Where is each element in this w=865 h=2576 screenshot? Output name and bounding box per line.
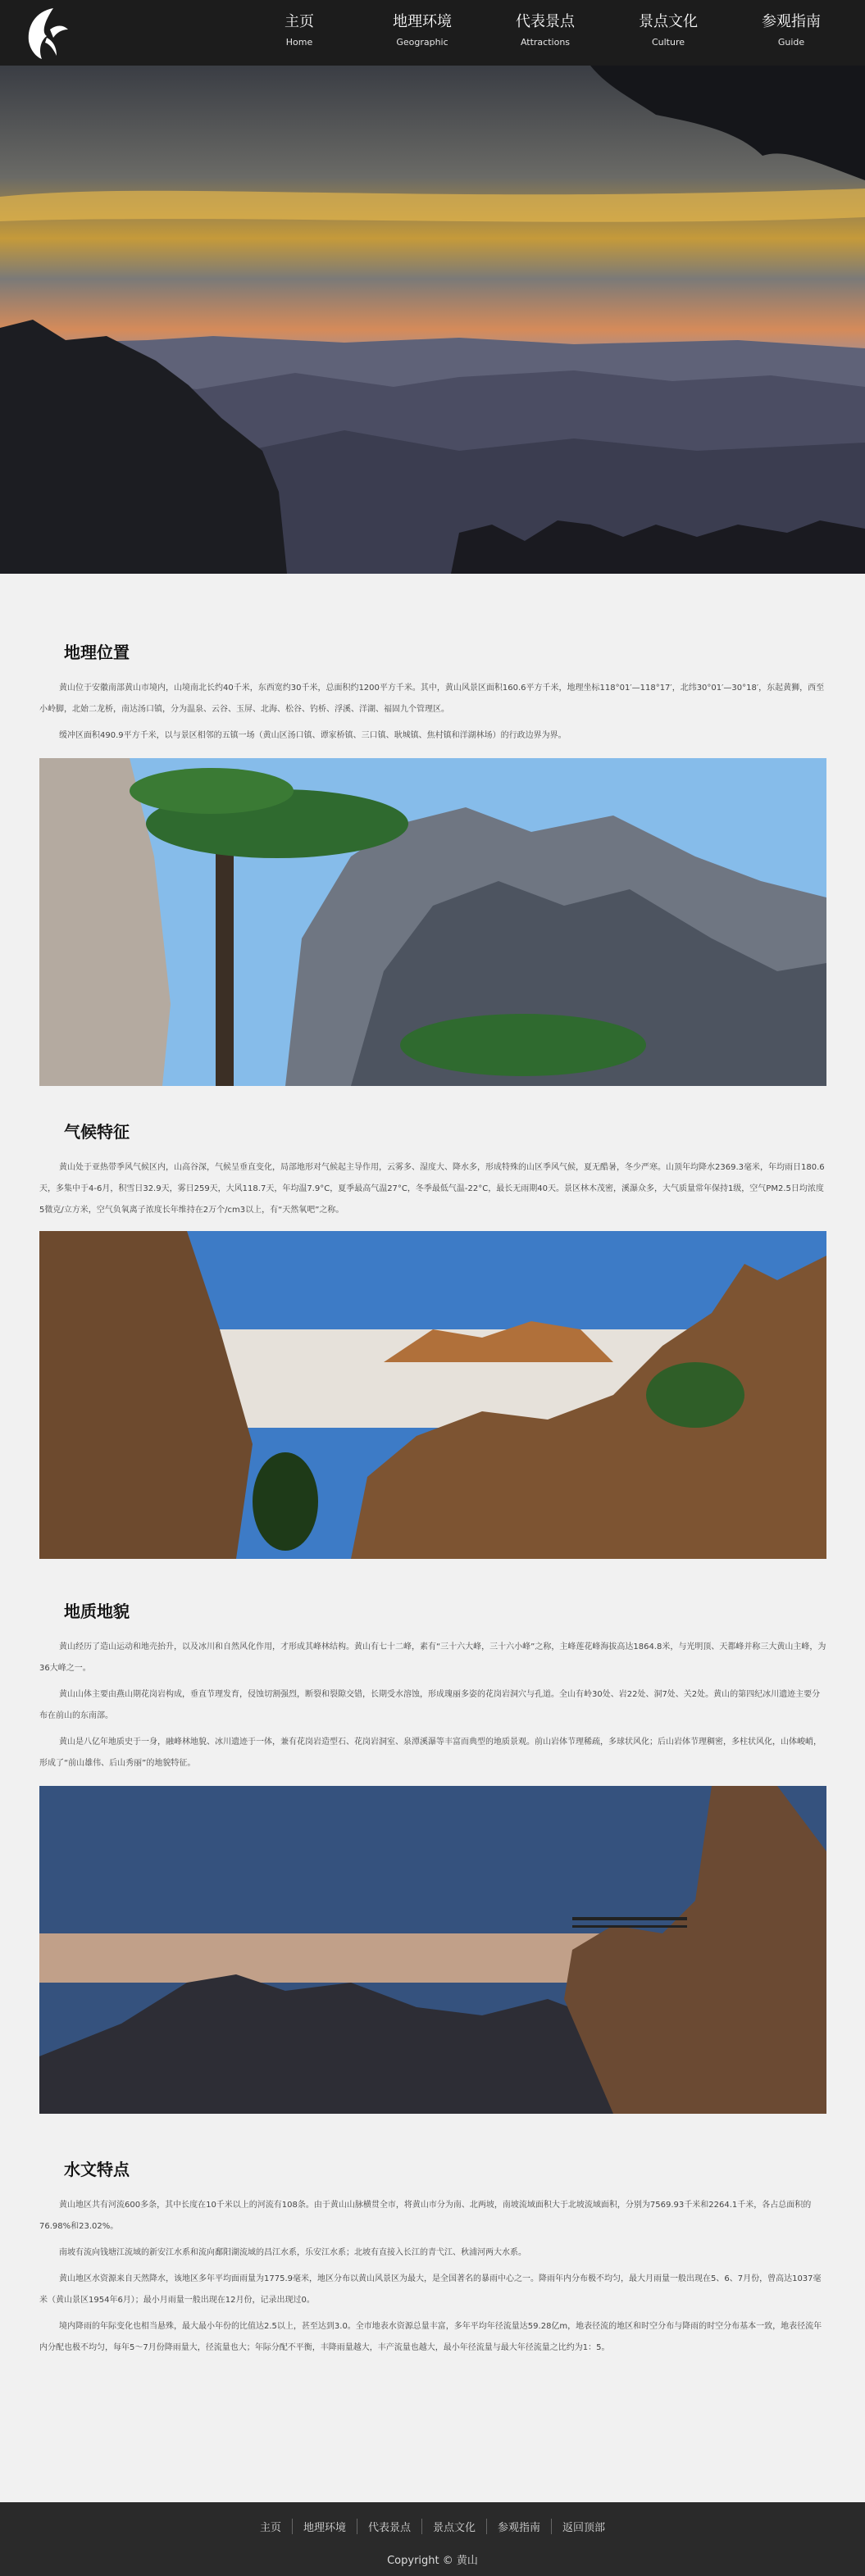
footer-nav — [0, 2519, 865, 2534]
site-header — [0, 0, 865, 66]
footer-link-geographic[interactable]: 地理环境 — [292, 2519, 357, 2534]
nav-label: 主页 — [285, 13, 314, 30]
nav-sublabel: Guide — [777, 37, 805, 48]
section-title-geology: 地质地貌 — [64, 1601, 130, 1621]
nav-item-guide[interactable] — [730, 8, 853, 57]
nav-sublabel: Geographic — [396, 37, 448, 48]
copyright-text: Copyright © 黄山 — [387, 2555, 478, 2567]
nav-label: 代表景点 — [516, 13, 575, 30]
nav-item-home[interactable] — [238, 8, 361, 57]
paragraph: 黄山处于亚热带季风气候区内，山高谷深，气候呈垂直变化，局部地形对气候起主导作用，云雾多、湿度大、降水多，形成特殊的山区季风气候，夏无酷暑，冬少严寒。山顶年均降水2369.3毫米，年均雨日180.6天，多集中于4-6月，积雪日32.9天，雾日259天，大风118.7天，年均温7.9°C，夏季最高气温27°C，冬季最低气温-22°C，最长无雨期40天。景区林木茂密，溪瀑众多，大气质量常年保持1级，空气PM2.5日均浓度5微克/立方米，空气负氧离子浓度长年维持在2万个/cm3以上，有“天然氧吧”之称。 — [39, 1163, 825, 1215]
photo-sea-of-clouds — [39, 1231, 826, 1559]
logo-icon[interactable] — [20, 5, 71, 61]
paragraph: 缓冲区面积490.9平方千米，以与景区相邻的五镇一场（黄山区汤口镇、谭家桥镇、三口镇、耿城镇、焦村镇和洋湖林场）的行政边界为界。 — [59, 731, 567, 740]
paragraph: 境内降雨的年际变化也相当悬殊，最大最小年份的比值达2.5以上，甚至达到3.0。全市地表水资源总量丰富，多年平均年径流量达59.28亿m，地表径流的地区和时空分布与降雨的时空分布基本一致，地表径流年内分配也极不均匀，每年5～7月份降雨量大，径流量也大；年际分配不平衡，丰降雨量越大，丰产流量也越大，最小年径流量与最大年径流量之比约为1：5。 — [39, 2322, 822, 2352]
footer-link-attractions[interactable]: 代表景点 — [357, 2519, 421, 2534]
section-title-hydrology: 水文特点 — [64, 2160, 130, 2179]
site-footer — [0, 2502, 865, 2576]
footer-link-culture[interactable]: 景点文化 — [421, 2519, 486, 2534]
paragraph: 黄山地区水资源来自天然降水，该地区多年平均面雨量为1775.9毫米，地区分布以黄山风景区为最大，是全国著名的暴雨中心之一。降雨年内分布极不均匀，最大月雨量一般出现在5、6、7月份，曾高达1037毫米（黄山景区1954年6月）；最小月雨量一般出现在12月份，记录出现过0。 — [39, 2274, 822, 2305]
section-title-location: 地理位置 — [64, 643, 130, 662]
nav-label: 地理环境 — [393, 13, 452, 30]
paragraph: 南坡有流向钱塘江流域的新安江水系和流向鄱阳湖流域的昌江水系，乐安江水系；北坡有直接入长江的青弋江、秋浦河两大水系。 — [59, 2248, 526, 2257]
main-nav — [238, 8, 853, 57]
photo-cliff-viewpoint — [39, 1786, 826, 2114]
footer-link-back-to-top[interactable]: 返回顶部 — [551, 2519, 616, 2534]
nav-sublabel: Attractions — [520, 37, 571, 48]
nav-label: 参观指南 — [762, 13, 821, 30]
paragraph: 黄山经历了造山运动和地壳抬升，以及冰川和自然风化作用，才形成其峰林结构。黄山有七十二峰，素有“三十六大峰，三十六小峰”之称，主峰莲花峰海拔高达1864.8米，与光明顶、天都峰并称三大黄山主峰，为36大峰之一。 — [39, 1642, 826, 1673]
paragraph: 黄山地区共有河流600多条，其中长度在10千米以上的河流有108条。由于黄山山脉横贯全市，将黄山市分为南、北两坡，南坡流域面积大于北坡流域面积，分别为7569.93千米和2264.1千米，各占总面积的76.98%和23.02%。 — [39, 2201, 812, 2231]
footer-link-home[interactable]: 主页 — [259, 2522, 281, 2534]
nav-sublabel: Culture — [651, 37, 685, 48]
nav-item-culture[interactable] — [607, 8, 730, 57]
nav-item-geographic[interactable] — [361, 8, 484, 57]
main-content — [0, 574, 865, 2359]
nav-label: 景点文化 — [639, 13, 698, 30]
footer-link-guide[interactable]: 参观指南 — [486, 2519, 551, 2534]
paragraph: 黄山位于安徽南部黄山市境内，山境南北长约40千米，东西宽约30千米，总面积约1200平方千米。其中，黄山风景区面积160.6平方千米，地理坐标118°01′—118°17′，北纬30°01′—30°18′，东起黄狮，西至小岭脚，北始二龙桥，南达汤口镇，分为温泉、云谷、玉屏、北海、松谷、钓桥、浮溪、洋湖、福固九个管理区。 — [39, 684, 825, 714]
paragraph: 黄山山体主要由燕山期花岗岩构成，垂直节理发育，侵蚀切割强烈，断裂和裂隙交错，长期受水溶蚀，形成瑰丽多姿的花岗岩洞穴与孔道。全山有岭30处、岩22处、洞7处、关2处。黄山的第四纪冰川遗迹主要分布在前山的东南部。 — [39, 1690, 821, 1720]
nav-sublabel: Home — [285, 37, 313, 48]
photo-pine-tree — [39, 758, 826, 1086]
paragraph: 黄山是八亿年地质史于一身，融峰林地貌、冰川遗迹于一体，兼有花岗岩造型石、花岗岩洞室、泉潭溪瀑等丰富而典型的地质景观。前山岩体节理稀疏，多球状风化；后山岩体节理稠密，多柱状风化，山体峻峭，形成了“前山雄伟、后山秀丽”的地貌特征。 — [39, 1738, 822, 1768]
hero-image — [0, 66, 865, 574]
section-title-climate: 气候特征 — [64, 1122, 130, 1142]
nav-item-attractions[interactable] — [484, 8, 607, 57]
